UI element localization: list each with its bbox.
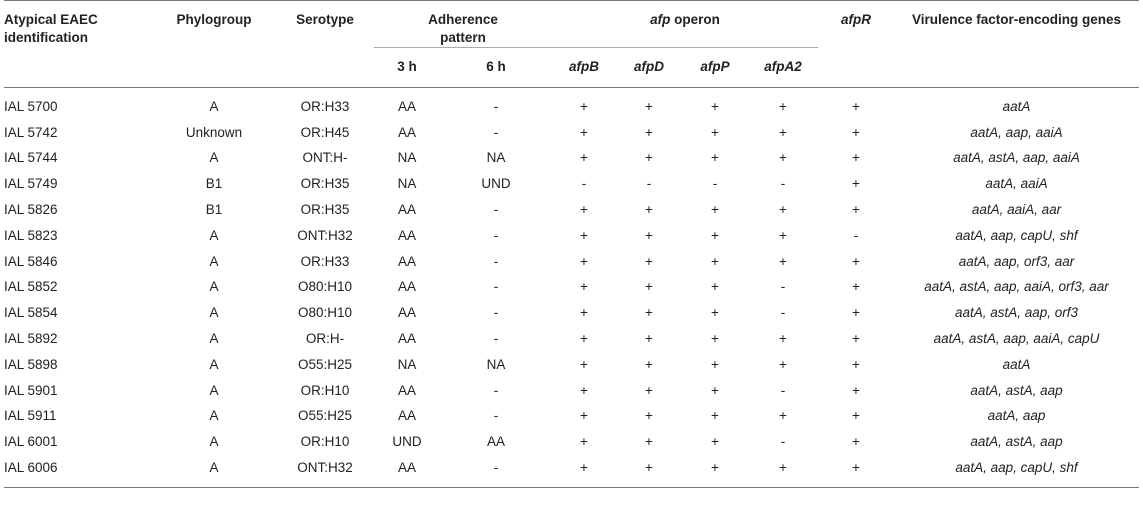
header-afp-operon <box>552 1 818 48</box>
cell-afpB: + <box>580 305 588 321</box>
cell-adherence-3h: UND <box>392 434 422 450</box>
cell-serotype: OR:H35 <box>300 202 350 218</box>
cell-afpB: + <box>580 408 588 424</box>
cell-afpD: + <box>645 434 653 450</box>
cell-id: IAL 5892 <box>4 331 58 347</box>
cell-afpP: + <box>711 434 719 450</box>
cell-virulence-genes: aatA <box>1002 356 1031 372</box>
cell-serotype: OR:H10 <box>300 382 350 398</box>
cell-afpR: + <box>818 455 894 487</box>
cell-afpD: + <box>645 279 653 295</box>
cell-afpB: + <box>580 124 588 140</box>
cell-id: IAL 5700 <box>4 98 58 114</box>
cell-serotype: O80:H10 <box>297 279 353 295</box>
cell-serotype: O80:H10 <box>297 305 353 321</box>
cell-virulence-genes: aatA, aap, aaiA <box>970 124 1063 140</box>
cell-afpR: + <box>852 279 860 295</box>
afp-operon-table <box>4 0 1139 488</box>
cell-afpD: + <box>645 227 653 243</box>
cell-afpA2: + <box>779 227 787 243</box>
cell-adherence-6h: - <box>493 124 499 140</box>
cell-afpP: + <box>711 356 719 372</box>
cell-afpA2: + <box>779 98 787 114</box>
cell-adherence-6h: - <box>493 279 499 295</box>
cell-afpB: + <box>580 279 588 295</box>
table-row <box>4 404 1139 430</box>
cell-adherence-6h: - <box>440 455 552 487</box>
header-adherence <box>374 1 552 48</box>
cell-adherence-6h: NA <box>486 150 506 166</box>
cell-serotype: O55:H25 <box>297 356 353 372</box>
header-afp-rest: operon <box>670 12 720 27</box>
header-afpB: afpB <box>552 48 616 88</box>
cell-afpA2: + <box>779 253 787 269</box>
header-virulence: Virulence factor-encoding genes <box>894 1 1139 88</box>
cell-afpR: - <box>853 227 859 243</box>
cell-afpP: + <box>711 227 719 243</box>
cell-adherence-3h: NA <box>397 150 417 166</box>
table-row <box>4 120 1139 146</box>
cell-phylogroup: A <box>209 356 219 372</box>
cell-id: IAL 5854 <box>4 305 58 321</box>
cell-afpR: + <box>852 98 860 114</box>
cell-afpR: + <box>852 305 860 321</box>
cell-phylogroup: A <box>209 382 219 398</box>
cell-virulence-genes: aatA, astA, aap, aaiA, orf3, aar <box>924 279 1109 295</box>
cell-virulence-genes: aatA, astA, aap, aaiA <box>953 150 1080 166</box>
cell-phylogroup: A <box>209 434 219 450</box>
cell-afpD: + <box>645 356 653 372</box>
cell-serotype: OR:H- <box>305 331 345 347</box>
cell-afpA2: - <box>780 305 786 321</box>
cell-phylogroup: B1 <box>205 176 223 192</box>
cell-phylogroup: A <box>209 227 219 243</box>
cell-afpR: + <box>852 331 860 347</box>
cell-id: IAL 6001 <box>4 434 58 450</box>
cell-phylogroup: A <box>209 253 219 269</box>
cell-virulence-genes: aatA, astA, aap, aaiA, capU <box>933 331 1100 347</box>
table-row <box>4 223 1139 249</box>
cell-serotype: OR:H33 <box>300 98 350 114</box>
cell-adherence-6h: AA <box>486 434 505 450</box>
cell-id: IAL 5852 <box>4 279 58 295</box>
cell-adherence-6h: - <box>493 331 499 347</box>
cell-afpP: + <box>711 382 719 398</box>
cell-virulence-genes: aatA, astA, aap, orf3 <box>954 305 1079 321</box>
cell-afpD: + <box>645 124 653 140</box>
cell-afpB: + <box>580 382 588 398</box>
table-row <box>4 352 1139 378</box>
cell-adherence-3h: AA <box>374 455 440 487</box>
cell-adherence-6h: - <box>493 98 499 114</box>
cell-afpA2: - <box>780 279 786 295</box>
cell-id: IAL 5911 <box>4 408 57 424</box>
cell-adherence-6h: UND <box>481 176 511 192</box>
cell-adherence-6h: - <box>493 227 499 243</box>
header-6h: 6 h <box>440 48 552 88</box>
cell-afpA2: + <box>779 202 787 218</box>
cell-afpA2: - <box>780 434 786 450</box>
cell-afpA2: + <box>779 408 787 424</box>
cell-afpB: + <box>580 202 588 218</box>
cell-afpR: + <box>852 434 860 450</box>
cell-afpA2: - <box>780 176 786 192</box>
cell-id: IAL 5826 <box>4 202 58 218</box>
table-row <box>4 275 1139 301</box>
table-row <box>4 146 1139 172</box>
cell-afpD: + <box>616 455 682 487</box>
cell-phylogroup: A <box>209 279 219 295</box>
cell-afpA2: + <box>779 356 787 372</box>
cell-afpA2: + <box>779 331 787 347</box>
cell-afpA2: + <box>748 455 818 487</box>
cell-serotype: ONT:H- <box>302 150 348 166</box>
cell-adherence-6h: - <box>493 305 499 321</box>
header-3h: 3 h <box>374 48 440 88</box>
cell-afpB: + <box>580 356 588 372</box>
cell-afpP: + <box>711 202 719 218</box>
header-afpA2: afpA2 <box>748 48 818 88</box>
table-row <box>4 429 1139 455</box>
table-row <box>4 197 1139 223</box>
cell-phylogroup: A <box>209 408 219 424</box>
cell-virulence-genes: aatA, astA, aap <box>970 382 1063 398</box>
cell-adherence-6h: - <box>493 253 499 269</box>
cell-virulence-genes: aatA, aap, capU, shf <box>955 227 1078 243</box>
cell-adherence-3h: AA <box>397 305 416 321</box>
table-row <box>4 455 1139 487</box>
cell-serotype: ONT:H32 <box>276 455 374 487</box>
cell-phylogroup: A <box>152 455 276 487</box>
cell-virulence-genes: aatA, aaiA, aar <box>971 202 1062 218</box>
cell-afpP: + <box>711 305 719 321</box>
table-row <box>4 88 1139 120</box>
cell-adherence-3h: AA <box>397 382 416 398</box>
cell-adherence-6h: - <box>493 408 499 424</box>
cell-adherence-3h: AA <box>397 227 416 243</box>
cell-adherence-6h: - <box>493 202 499 218</box>
cell-afpD: + <box>645 98 653 114</box>
cell-id: IAL 6006 <box>4 455 152 487</box>
cell-adherence-6h: - <box>493 382 499 398</box>
cell-afpR: + <box>852 356 860 372</box>
cell-id: IAL 5823 <box>4 227 58 243</box>
cell-afpD: + <box>645 408 653 424</box>
cell-virulence-genes: aatA, aap, capU, shf <box>894 455 1139 487</box>
cell-afpR: + <box>852 124 860 140</box>
cell-afpD: + <box>645 305 653 321</box>
cell-afpR: + <box>852 202 860 218</box>
cell-adherence-3h: AA <box>397 408 416 424</box>
cell-afpP: + <box>711 279 719 295</box>
cell-afpB: + <box>552 455 616 487</box>
table-row <box>4 326 1139 352</box>
cell-afpP: + <box>711 331 719 347</box>
cell-virulence-genes: aatA, astA, aap <box>970 434 1063 450</box>
cell-serotype: OR:H45 <box>300 124 350 140</box>
cell-serotype: OR:H10 <box>300 434 350 450</box>
cell-afpP: + <box>711 124 719 140</box>
cell-afpD: + <box>645 382 653 398</box>
cell-phylogroup: A <box>209 305 219 321</box>
header-phylogroup: Phylogroup <box>152 1 276 88</box>
cell-afpA2: - <box>780 382 786 398</box>
cell-adherence-3h: AA <box>397 124 416 140</box>
cell-phylogroup: Unknown <box>185 124 243 140</box>
cell-phylogroup: A <box>209 331 219 347</box>
cell-afpB: - <box>581 176 587 192</box>
table-body <box>4 88 1139 488</box>
cell-afpP: + <box>711 150 719 166</box>
cell-phylogroup: A <box>209 150 219 166</box>
cell-afpR: + <box>852 253 860 269</box>
cell-adherence-3h: AA <box>397 253 416 269</box>
cell-virulence-genes: aatA, aaiA <box>985 176 1048 192</box>
cell-id: IAL 5749 <box>4 176 58 192</box>
cell-afpR: + <box>852 150 860 166</box>
cell-afpD: + <box>645 202 653 218</box>
header-adherence-label: Adherence pattern <box>428 12 498 45</box>
header-id: Atypical EAEC identification <box>4 1 152 88</box>
cell-afpB: + <box>580 434 588 450</box>
cell-serotype: OR:H33 <box>300 253 350 269</box>
cell-id: IAL 5744 <box>4 150 58 166</box>
header-afpR: afpR <box>818 1 894 88</box>
cell-afpB: + <box>580 227 588 243</box>
cell-afpA2: + <box>779 124 787 140</box>
cell-adherence-3h: NA <box>397 356 417 372</box>
cell-afpP: + <box>711 98 719 114</box>
cell-afpD: + <box>645 253 653 269</box>
cell-adherence-3h: AA <box>397 279 416 295</box>
cell-adherence-3h: AA <box>397 98 416 114</box>
cell-id: IAL 5846 <box>4 253 58 269</box>
cell-afpP: + <box>682 455 748 487</box>
cell-afpP: + <box>711 253 719 269</box>
cell-afpP: - <box>712 176 718 192</box>
header-serotype: Serotype <box>276 1 374 88</box>
cell-serotype: ONT:H32 <box>297 227 353 243</box>
cell-adherence-3h: NA <box>397 176 417 192</box>
cell-phylogroup: A <box>209 98 219 114</box>
cell-serotype: OR:H35 <box>300 176 350 192</box>
header-afpD: afpD <box>616 48 682 88</box>
cell-serotype: O55:H25 <box>297 408 353 424</box>
header-afp-italic: afp <box>650 12 671 27</box>
cell-id: IAL 5898 <box>4 356 58 372</box>
cell-id: IAL 5901 <box>4 382 58 398</box>
cell-afpB: + <box>580 253 588 269</box>
table-row <box>4 249 1139 275</box>
cell-virulence-genes: aatA, aap <box>987 408 1046 424</box>
cell-afpD: - <box>646 176 652 192</box>
cell-virulence-genes: aatA, aap, orf3, aar <box>958 253 1075 269</box>
cell-virulence-genes: aatA <box>1002 98 1031 114</box>
table-row <box>4 171 1139 197</box>
cell-afpR: + <box>852 382 860 398</box>
cell-id: IAL 5742 <box>4 124 58 140</box>
cell-adherence-3h: AA <box>397 202 416 218</box>
cell-afpB: + <box>580 150 588 166</box>
cell-phylogroup: B1 <box>205 202 223 218</box>
cell-afpB: + <box>580 331 588 347</box>
table-row <box>4 378 1139 404</box>
cell-afpB: + <box>580 98 588 114</box>
cell-afpD: + <box>645 331 653 347</box>
table-row <box>4 300 1139 326</box>
cell-afpP: + <box>711 408 719 424</box>
cell-adherence-3h: AA <box>397 331 416 347</box>
header-afpP: afpP <box>682 48 748 88</box>
cell-adherence-6h: NA <box>486 356 506 372</box>
cell-afpD: + <box>645 150 653 166</box>
cell-afpR: + <box>852 176 860 192</box>
cell-afpA2: + <box>779 150 787 166</box>
cell-afpR: + <box>852 408 860 424</box>
